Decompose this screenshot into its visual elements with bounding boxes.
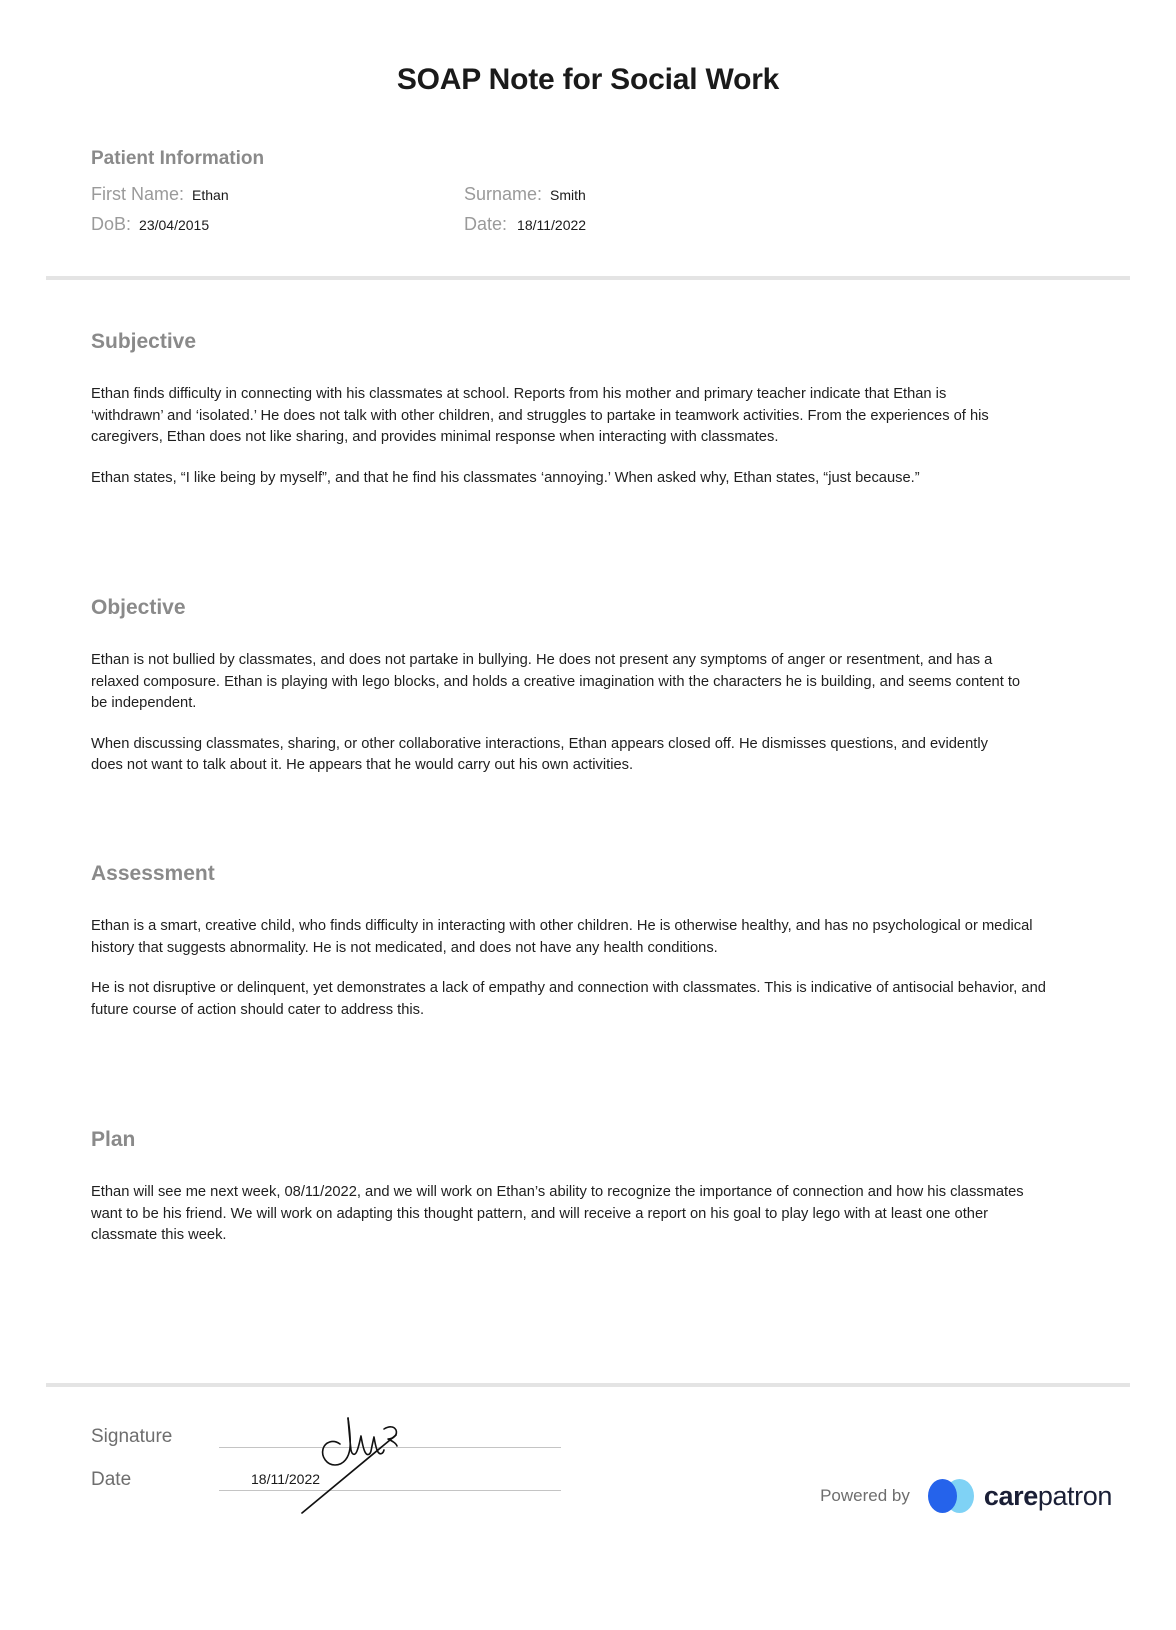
signature-input-line[interactable]	[219, 1425, 561, 1448]
objective-heading: Objective	[91, 596, 186, 619]
patient-information-block	[91, 148, 1081, 244]
section-plan	[91, 1128, 1051, 1247]
name-field-row	[91, 184, 1081, 205]
carepatron-logo-mark-icon	[928, 1479, 974, 1513]
objective-paragraph-2: When discussing classmates, sharing, or other collaborative interactions, Ethan appears closed off. He dismisses questions, and evidently does not want to talk about it. He appears that he would carry out his own activities.	[91, 735, 988, 773]
handwritten-signature-icon	[296, 1391, 476, 1519]
subjective-body[interactable]	[91, 384, 1021, 489]
signature-date-value: 18/11/2022	[251, 1471, 321, 1487]
document-footer	[0, 1425, 1176, 1585]
header-divider	[46, 276, 1130, 280]
signature-label: Signature	[91, 1426, 173, 1447]
subjective-heading: Subjective	[91, 330, 197, 353]
section-subjective	[91, 330, 1021, 489]
powered-by-block	[820, 1479, 1112, 1513]
brand-name-bold: care	[983, 1480, 1038, 1511]
signature-date-label: Date	[91, 1469, 132, 1490]
logo-blob-blue	[928, 1479, 957, 1513]
section-assessment	[91, 862, 1051, 1021]
date-value[interactable]: 18/11/2022	[517, 217, 587, 233]
dob-value[interactable]: 23/04/2015	[139, 217, 210, 233]
section-objective	[91, 596, 1021, 777]
plan-body[interactable]	[91, 1182, 1051, 1247]
objective-paragraph-1: Ethan is not bullied by classmates, and does not partake in bullying. He does not present any symptoms of anger or resentment, and has a relaxed composure. Ethan is playing with lego blocks, and holds a creative imagination with the characters he is building, and seems content to be independent.	[91, 652, 1021, 711]
date-field	[464, 214, 586, 235]
plan-paragraph-1: Ethan will see me next week, 08/11/2022, and we will work on Ethan’s ability to recognize the importance of connection and how his classmates want to be his friend. We will work on adapting this thought pattern, and will receive a report on his goal to play lego with at least one other classmate this week.	[91, 1184, 1024, 1243]
signature-date-input-line[interactable]	[219, 1468, 561, 1491]
first-name-label: First Name:	[91, 184, 185, 204]
dob-label: DoB:	[91, 214, 132, 234]
assessment-body[interactable]	[91, 916, 1051, 1021]
surname-label: Surname:	[464, 184, 543, 204]
assessment-heading: Assessment	[91, 862, 215, 885]
subjective-paragraph-1: Ethan finds difficulty in connecting with his classmates at school. Reports from his mother and primary teacher indicate that Ethan is ‘withdrawn’ and ‘isolated.’ He does not talk with other children, and struggles to partake in teamwork activities. From the experiences of his caregivers, Ethan does not like sharing, and provides minimal response when interacting with classmates.	[91, 386, 989, 445]
brand-name-regular: patron	[1037, 1480, 1112, 1511]
dob-field	[91, 214, 464, 235]
signature-area	[91, 1425, 561, 1511]
first-name-field	[91, 184, 464, 205]
subjective-paragraph-2: Ethan states, “I like being by myself”, and that he find his classmates ‘annoying.’ When asked why, Ethan states, “just because.”	[91, 469, 920, 486]
powered-by-label: Powered by	[820, 1486, 910, 1505]
first-name-value[interactable]: Ethan	[192, 187, 229, 203]
patient-information-heading: Patient Information	[91, 148, 265, 169]
objective-body[interactable]	[91, 650, 1021, 777]
carepatron-wordmark	[984, 1481, 1112, 1512]
date-field-row	[91, 214, 1081, 235]
signature-date-row	[91, 1468, 561, 1491]
assessment-paragraph-2: He is not disruptive or delinquent, yet demonstrates a lack of empathy and connection with classmates. This is indicative of antisocial behavior, and future course of action should cater to address this.	[91, 980, 1046, 1018]
assessment-paragraph-1: Ethan is a smart, creative child, who finds difficulty in interacting with other children. He is otherwise healthy, and has no psychological or medical history that suggests abnormality. He is not medicated, and does not have any health conditions.	[91, 918, 1033, 956]
surname-field	[464, 184, 586, 205]
plan-heading: Plan	[91, 1128, 136, 1151]
date-label: Date:	[464, 214, 508, 234]
surname-value[interactable]: Smith	[550, 187, 586, 203]
carepatron-logo	[928, 1479, 1112, 1513]
page-title: SOAP Note for Social Work	[396, 63, 780, 96]
footer-divider	[46, 1383, 1130, 1387]
signature-row	[91, 1425, 561, 1448]
